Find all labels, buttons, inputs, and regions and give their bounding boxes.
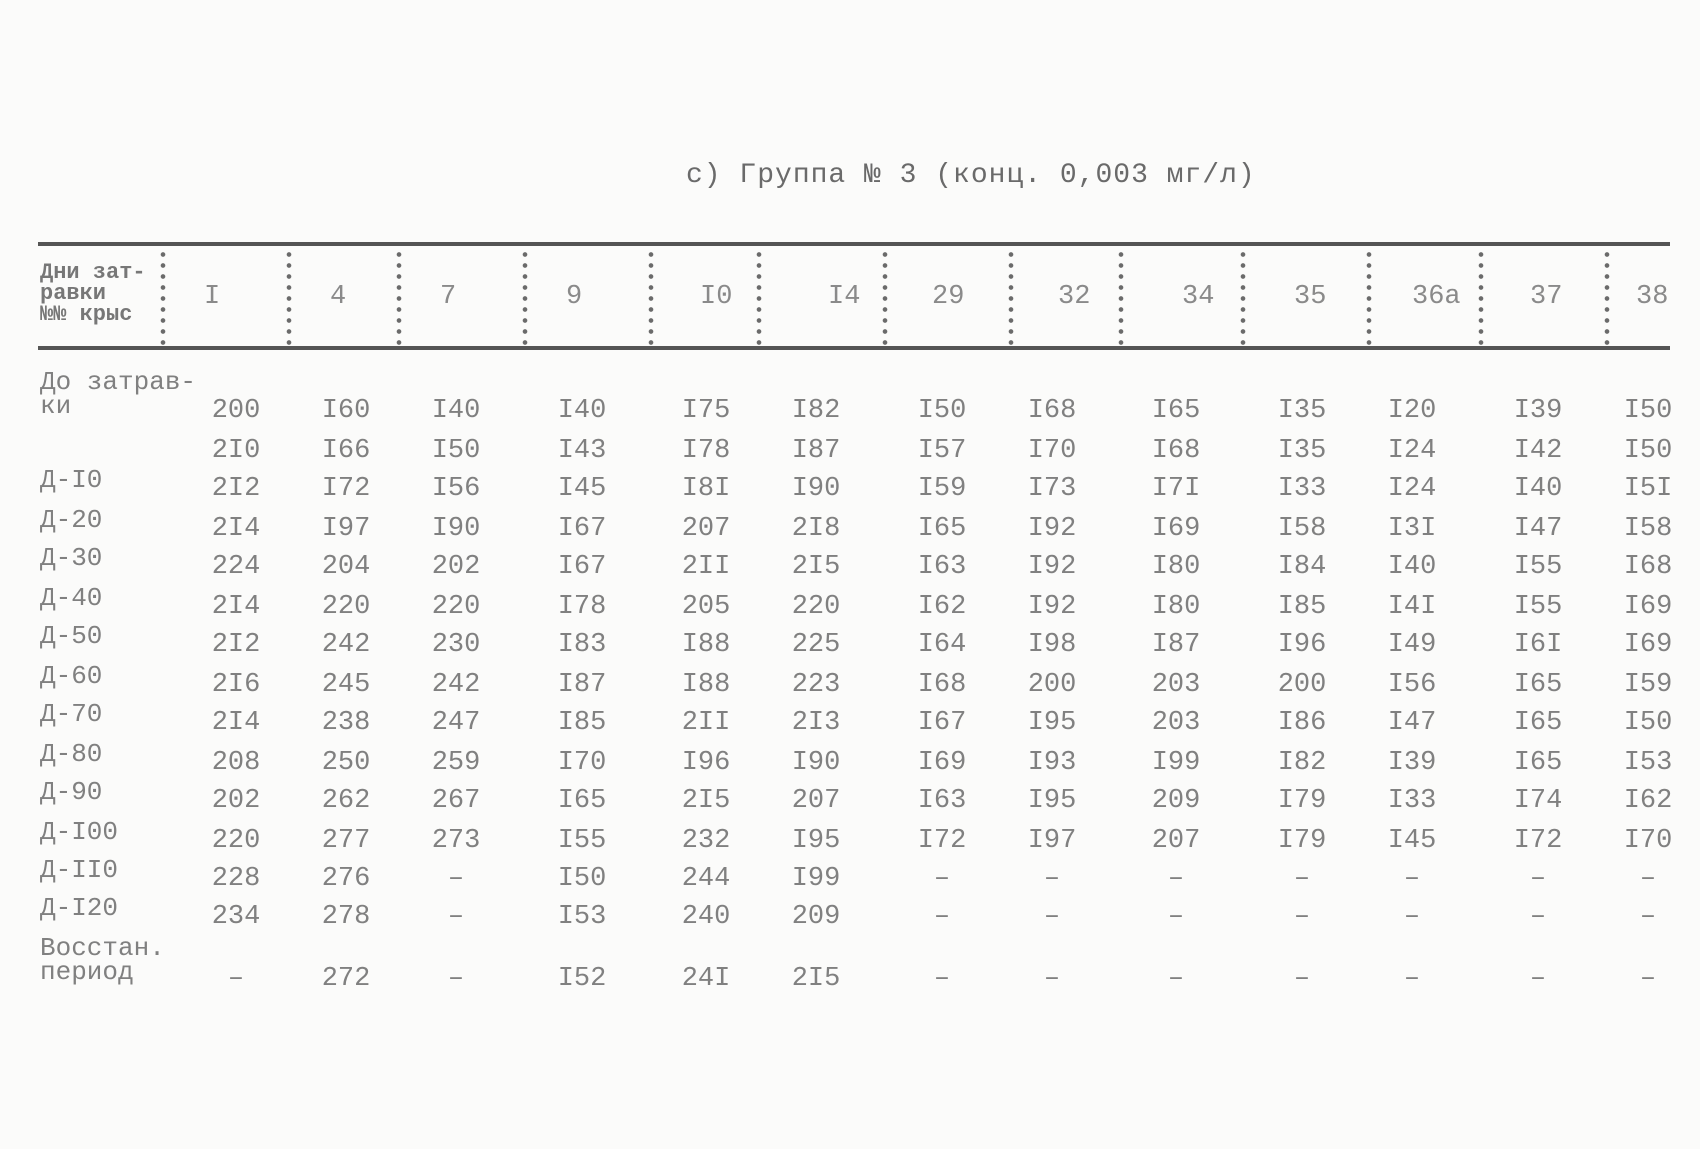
header-top-rule — [38, 242, 1670, 246]
table-cell: I53 — [557, 902, 607, 932]
table-cell: I50 — [431, 436, 481, 466]
table-cell: I39 — [1387, 748, 1437, 778]
table-cell: 220 — [431, 592, 481, 622]
table-cell: I45 — [557, 474, 607, 504]
column-separator — [1604, 249, 1610, 345]
table-cell: – — [1639, 964, 1657, 994]
table-cell: I65 — [1513, 670, 1563, 700]
column-separator — [756, 249, 762, 345]
table-cell: 245 — [321, 670, 371, 700]
column-header: 32 — [1058, 282, 1091, 312]
table-cell: I63 — [917, 552, 967, 582]
table-cell: I99 — [791, 864, 841, 894]
table-cell: I49 — [1387, 630, 1437, 660]
table-cell: 203 — [1151, 708, 1201, 738]
table-cell: I65 — [917, 514, 967, 544]
table-cell: I72 — [1513, 826, 1563, 856]
table-cell: I70 — [557, 748, 607, 778]
column-separator — [522, 249, 528, 345]
table-cell: I43 — [557, 436, 607, 466]
column-header: I0 — [700, 282, 733, 312]
table-cell: 224 — [211, 552, 261, 582]
table-cell: I59 — [917, 474, 967, 504]
table-cell: I92 — [1027, 592, 1077, 622]
table-cell: I4I — [1387, 592, 1437, 622]
table-cell: I92 — [1027, 552, 1077, 582]
table-cell: 2I5 — [791, 964, 841, 994]
table-cell: I82 — [1277, 748, 1327, 778]
table-cell: 220 — [321, 592, 371, 622]
table-cell: I58 — [1277, 514, 1327, 544]
row-label: Д-90 — [40, 777, 103, 807]
table-cell: 200 — [1277, 670, 1327, 700]
table-cell: I64 — [917, 630, 967, 660]
table-cell: I96 — [1277, 630, 1327, 660]
column-header: 34 — [1182, 282, 1215, 312]
table-cell: I87 — [1151, 630, 1201, 660]
table-cell: I79 — [1277, 826, 1327, 856]
table-cell: 262 — [321, 786, 371, 816]
header-bottom-rule — [38, 346, 1670, 350]
table-cell: 202 — [211, 786, 261, 816]
table-cell: 2I4 — [211, 708, 261, 738]
row-label: Д-I20 — [40, 893, 119, 923]
row-label: Д-20 — [40, 505, 103, 535]
table-cell: – — [1403, 964, 1421, 994]
table-cell: I62 — [1623, 786, 1673, 816]
table-cell: 2I3 — [791, 708, 841, 738]
row-label: Д-60 — [40, 661, 103, 691]
table-cell: 208 — [211, 748, 261, 778]
table-cell: – — [1043, 902, 1061, 932]
table-cell: 277 — [321, 826, 371, 856]
table-cell: I59 — [1623, 670, 1673, 700]
table-cell: 242 — [321, 630, 371, 660]
table-cell: I8I — [681, 474, 731, 504]
table-cell: – — [1167, 964, 1185, 994]
column-header: 37 — [1530, 282, 1563, 312]
table-cell: I68 — [917, 670, 967, 700]
table-cell: I20 — [1387, 396, 1437, 426]
table-cell: I50 — [917, 396, 967, 426]
table-cell: I39 — [1513, 396, 1563, 426]
table-cell: I99 — [1151, 748, 1201, 778]
row-label: До затрав- ки — [40, 367, 197, 421]
table-cell: 207 — [1151, 826, 1201, 856]
table-cell: 250 — [321, 748, 371, 778]
table-cell: I79 — [1277, 786, 1327, 816]
table-cell: I90 — [791, 748, 841, 778]
table-cell: I70 — [1027, 436, 1077, 466]
table-cell: I68 — [1027, 396, 1077, 426]
table-cell: I63 — [917, 786, 967, 816]
table-cell: I67 — [917, 708, 967, 738]
table-cell: 2I5 — [681, 786, 731, 816]
table-cell: 2I4 — [211, 592, 261, 622]
row-label: Д-I00 — [40, 817, 119, 847]
table-cell: I52 — [557, 964, 607, 994]
table-cell: – — [1167, 864, 1185, 894]
table-cell: I97 — [321, 514, 371, 544]
column-header: 29 — [932, 282, 965, 312]
table-cell: – — [227, 964, 245, 994]
row-label: Д-II0 — [40, 855, 119, 885]
table-cell: I74 — [1513, 786, 1563, 816]
table-cell: – — [1403, 902, 1421, 932]
table-cell: 272 — [321, 964, 371, 994]
table-cell: – — [447, 964, 465, 994]
table-cell: I40 — [431, 396, 481, 426]
table-cell: I72 — [917, 826, 967, 856]
table-cell: I69 — [1151, 514, 1201, 544]
row-label: Д-70 — [40, 699, 103, 729]
table-cell: I53 — [1623, 748, 1673, 778]
table-cell: 2I2 — [211, 630, 261, 660]
table-cell: I50 — [1623, 436, 1673, 466]
table-cell: 228 — [211, 864, 261, 894]
table-cell: I98 — [1027, 630, 1077, 660]
table-cell: 273 — [431, 826, 481, 856]
table-cell: 209 — [791, 902, 841, 932]
table-cell: I90 — [431, 514, 481, 544]
table-cell: I66 — [321, 436, 371, 466]
table-cell: I82 — [791, 396, 841, 426]
table-cell: 247 — [431, 708, 481, 738]
table-cell: I57 — [917, 436, 967, 466]
table-cell: I95 — [791, 826, 841, 856]
table-cell: I40 — [557, 396, 607, 426]
table-cell: I6I — [1513, 630, 1563, 660]
row-label: Восстан. период — [40, 933, 165, 987]
table-cell: 244 — [681, 864, 731, 894]
table-cell: 2I4 — [211, 514, 261, 544]
column-header: I4 — [828, 282, 861, 312]
table-cell: I24 — [1387, 436, 1437, 466]
table-cell: 2I2 — [211, 474, 261, 504]
table-cell: I93 — [1027, 748, 1077, 778]
column-separator — [1118, 249, 1124, 345]
row-label: Д-I0 — [40, 465, 103, 495]
table-cell: I73 — [1027, 474, 1077, 504]
row-label: Д-50 — [40, 621, 103, 651]
table-cell: I55 — [1513, 592, 1563, 622]
table-cell: I88 — [681, 670, 731, 700]
column-separator — [160, 249, 166, 345]
table-cell: I55 — [557, 826, 607, 856]
table-cell: 223 — [791, 670, 841, 700]
table-cell: 202 — [431, 552, 481, 582]
table-cell: I65 — [557, 786, 607, 816]
table-cell: I60 — [321, 396, 371, 426]
table-cell: I3I — [1387, 514, 1437, 544]
table-cell: I47 — [1513, 514, 1563, 544]
table-cell: I58 — [1623, 514, 1673, 544]
table-cell: I84 — [1277, 552, 1327, 582]
table-cell: I68 — [1151, 436, 1201, 466]
table-cell: I24 — [1387, 474, 1437, 504]
table-cell: I50 — [1623, 396, 1673, 426]
table-cell: – — [1403, 864, 1421, 894]
table-cell: I50 — [557, 864, 607, 894]
table-cell: 24I — [681, 964, 731, 994]
table-cell: 225 — [791, 630, 841, 660]
table-cell: I65 — [1513, 708, 1563, 738]
column-header: 4 — [330, 282, 347, 312]
table-cell: – — [933, 864, 951, 894]
table-cell: I69 — [1623, 630, 1673, 660]
column-header: I — [204, 282, 221, 312]
table-cell: 204 — [321, 552, 371, 582]
table-cell: I80 — [1151, 552, 1201, 582]
table-cell: I86 — [1277, 708, 1327, 738]
table-cell: 230 — [431, 630, 481, 660]
row-label: Д-40 — [40, 583, 103, 613]
table-cell: I35 — [1277, 396, 1327, 426]
table-cell: 2I8 — [791, 514, 841, 544]
column-header: 38 — [1636, 282, 1669, 312]
table-cell: – — [1639, 864, 1657, 894]
column-separator — [882, 249, 888, 345]
column-separator — [1240, 249, 1246, 345]
column-separator — [1366, 249, 1372, 345]
table-cell: – — [1529, 964, 1547, 994]
table-cell: I56 — [1387, 670, 1437, 700]
column-separator — [286, 249, 292, 345]
table-cell: 207 — [681, 514, 731, 544]
table-cell: – — [1167, 902, 1185, 932]
table-cell: I88 — [681, 630, 731, 660]
table-cell: I33 — [1277, 474, 1327, 504]
row-label: Д-80 — [40, 739, 103, 769]
table-cell: I47 — [1387, 708, 1437, 738]
table-cell: I62 — [917, 592, 967, 622]
table-cell: 259 — [431, 748, 481, 778]
table-cell: 205 — [681, 592, 731, 622]
table-cell: I85 — [1277, 592, 1327, 622]
table-cell: I69 — [1623, 592, 1673, 622]
row-label: Д-30 — [40, 543, 103, 573]
table-cell: I96 — [681, 748, 731, 778]
table-cell: I45 — [1387, 826, 1437, 856]
table-cell: I92 — [1027, 514, 1077, 544]
table-cell: – — [447, 902, 465, 932]
table-cell: I40 — [1387, 552, 1437, 582]
column-separator — [396, 249, 402, 345]
table-cell: I85 — [557, 708, 607, 738]
table-cell: I80 — [1151, 592, 1201, 622]
table-cell: 267 — [431, 786, 481, 816]
table-cell: I83 — [557, 630, 607, 660]
table-cell: I75 — [681, 396, 731, 426]
table-cell: 242 — [431, 670, 481, 700]
column-header: 36а — [1412, 282, 1461, 312]
column-header: 7 — [440, 282, 457, 312]
table-cell: 200 — [211, 396, 261, 426]
column-header: 9 — [566, 282, 583, 312]
table-cell: 220 — [791, 592, 841, 622]
table-cell: 2I5 — [791, 552, 841, 582]
table-cell: I40 — [1513, 474, 1563, 504]
column-separator — [1478, 249, 1484, 345]
table-cell: 232 — [681, 826, 731, 856]
table-cell: I72 — [321, 474, 371, 504]
table-cell: 220 — [211, 826, 261, 856]
table-cell: I95 — [1027, 786, 1077, 816]
table-cell: I95 — [1027, 708, 1077, 738]
table-cell: 238 — [321, 708, 371, 738]
table-cell: – — [1293, 902, 1311, 932]
table-title: с) Группа № 3 (конц. 0,003 мг/л) — [686, 160, 1256, 191]
table-cell: 2II — [681, 708, 731, 738]
table-cell: 203 — [1151, 670, 1201, 700]
table-cell: I87 — [791, 436, 841, 466]
table-cell: – — [1293, 864, 1311, 894]
table-cell: I65 — [1151, 396, 1201, 426]
table-cell: I7I — [1151, 474, 1201, 504]
table-cell: I70 — [1623, 826, 1673, 856]
table-cell: 278 — [321, 902, 371, 932]
table-cell: – — [1639, 902, 1657, 932]
corner-header: Дни зат- равки №№ крыс — [40, 260, 146, 327]
table-cell: 207 — [791, 786, 841, 816]
table-cell: 240 — [681, 902, 731, 932]
table-cell: I69 — [917, 748, 967, 778]
table-cell: – — [933, 902, 951, 932]
table-cell: – — [1529, 902, 1547, 932]
table-cell: I90 — [791, 474, 841, 504]
table-cell: 2I6 — [211, 670, 261, 700]
table-cell: – — [447, 864, 465, 894]
table-cell: I68 — [1623, 552, 1673, 582]
table-cell: – — [1529, 864, 1547, 894]
table-cell: I97 — [1027, 826, 1077, 856]
table-cell: – — [1043, 964, 1061, 994]
table-cell: I50 — [1623, 708, 1673, 738]
table-cell: I67 — [557, 552, 607, 582]
table-cell: 234 — [211, 902, 261, 932]
table-cell: I87 — [557, 670, 607, 700]
table-cell: 2II — [681, 552, 731, 582]
table-cell: I78 — [681, 436, 731, 466]
table-cell: 276 — [321, 864, 371, 894]
column-separator — [648, 249, 654, 345]
table-cell: I78 — [557, 592, 607, 622]
table-cell: – — [933, 964, 951, 994]
table-cell: I65 — [1513, 748, 1563, 778]
table-cell: 209 — [1151, 786, 1201, 816]
table-cell: I55 — [1513, 552, 1563, 582]
table-cell: 2I0 — [211, 436, 261, 466]
column-header: 35 — [1294, 282, 1327, 312]
table-cell: I5I — [1623, 474, 1673, 504]
table-cell: – — [1293, 964, 1311, 994]
table-cell: 200 — [1027, 670, 1077, 700]
column-separator — [1008, 249, 1014, 345]
table-cell: I35 — [1277, 436, 1327, 466]
table-cell: I56 — [431, 474, 481, 504]
table-cell: I33 — [1387, 786, 1437, 816]
table-cell: I42 — [1513, 436, 1563, 466]
table-cell: – — [1043, 864, 1061, 894]
table-cell: I67 — [557, 514, 607, 544]
